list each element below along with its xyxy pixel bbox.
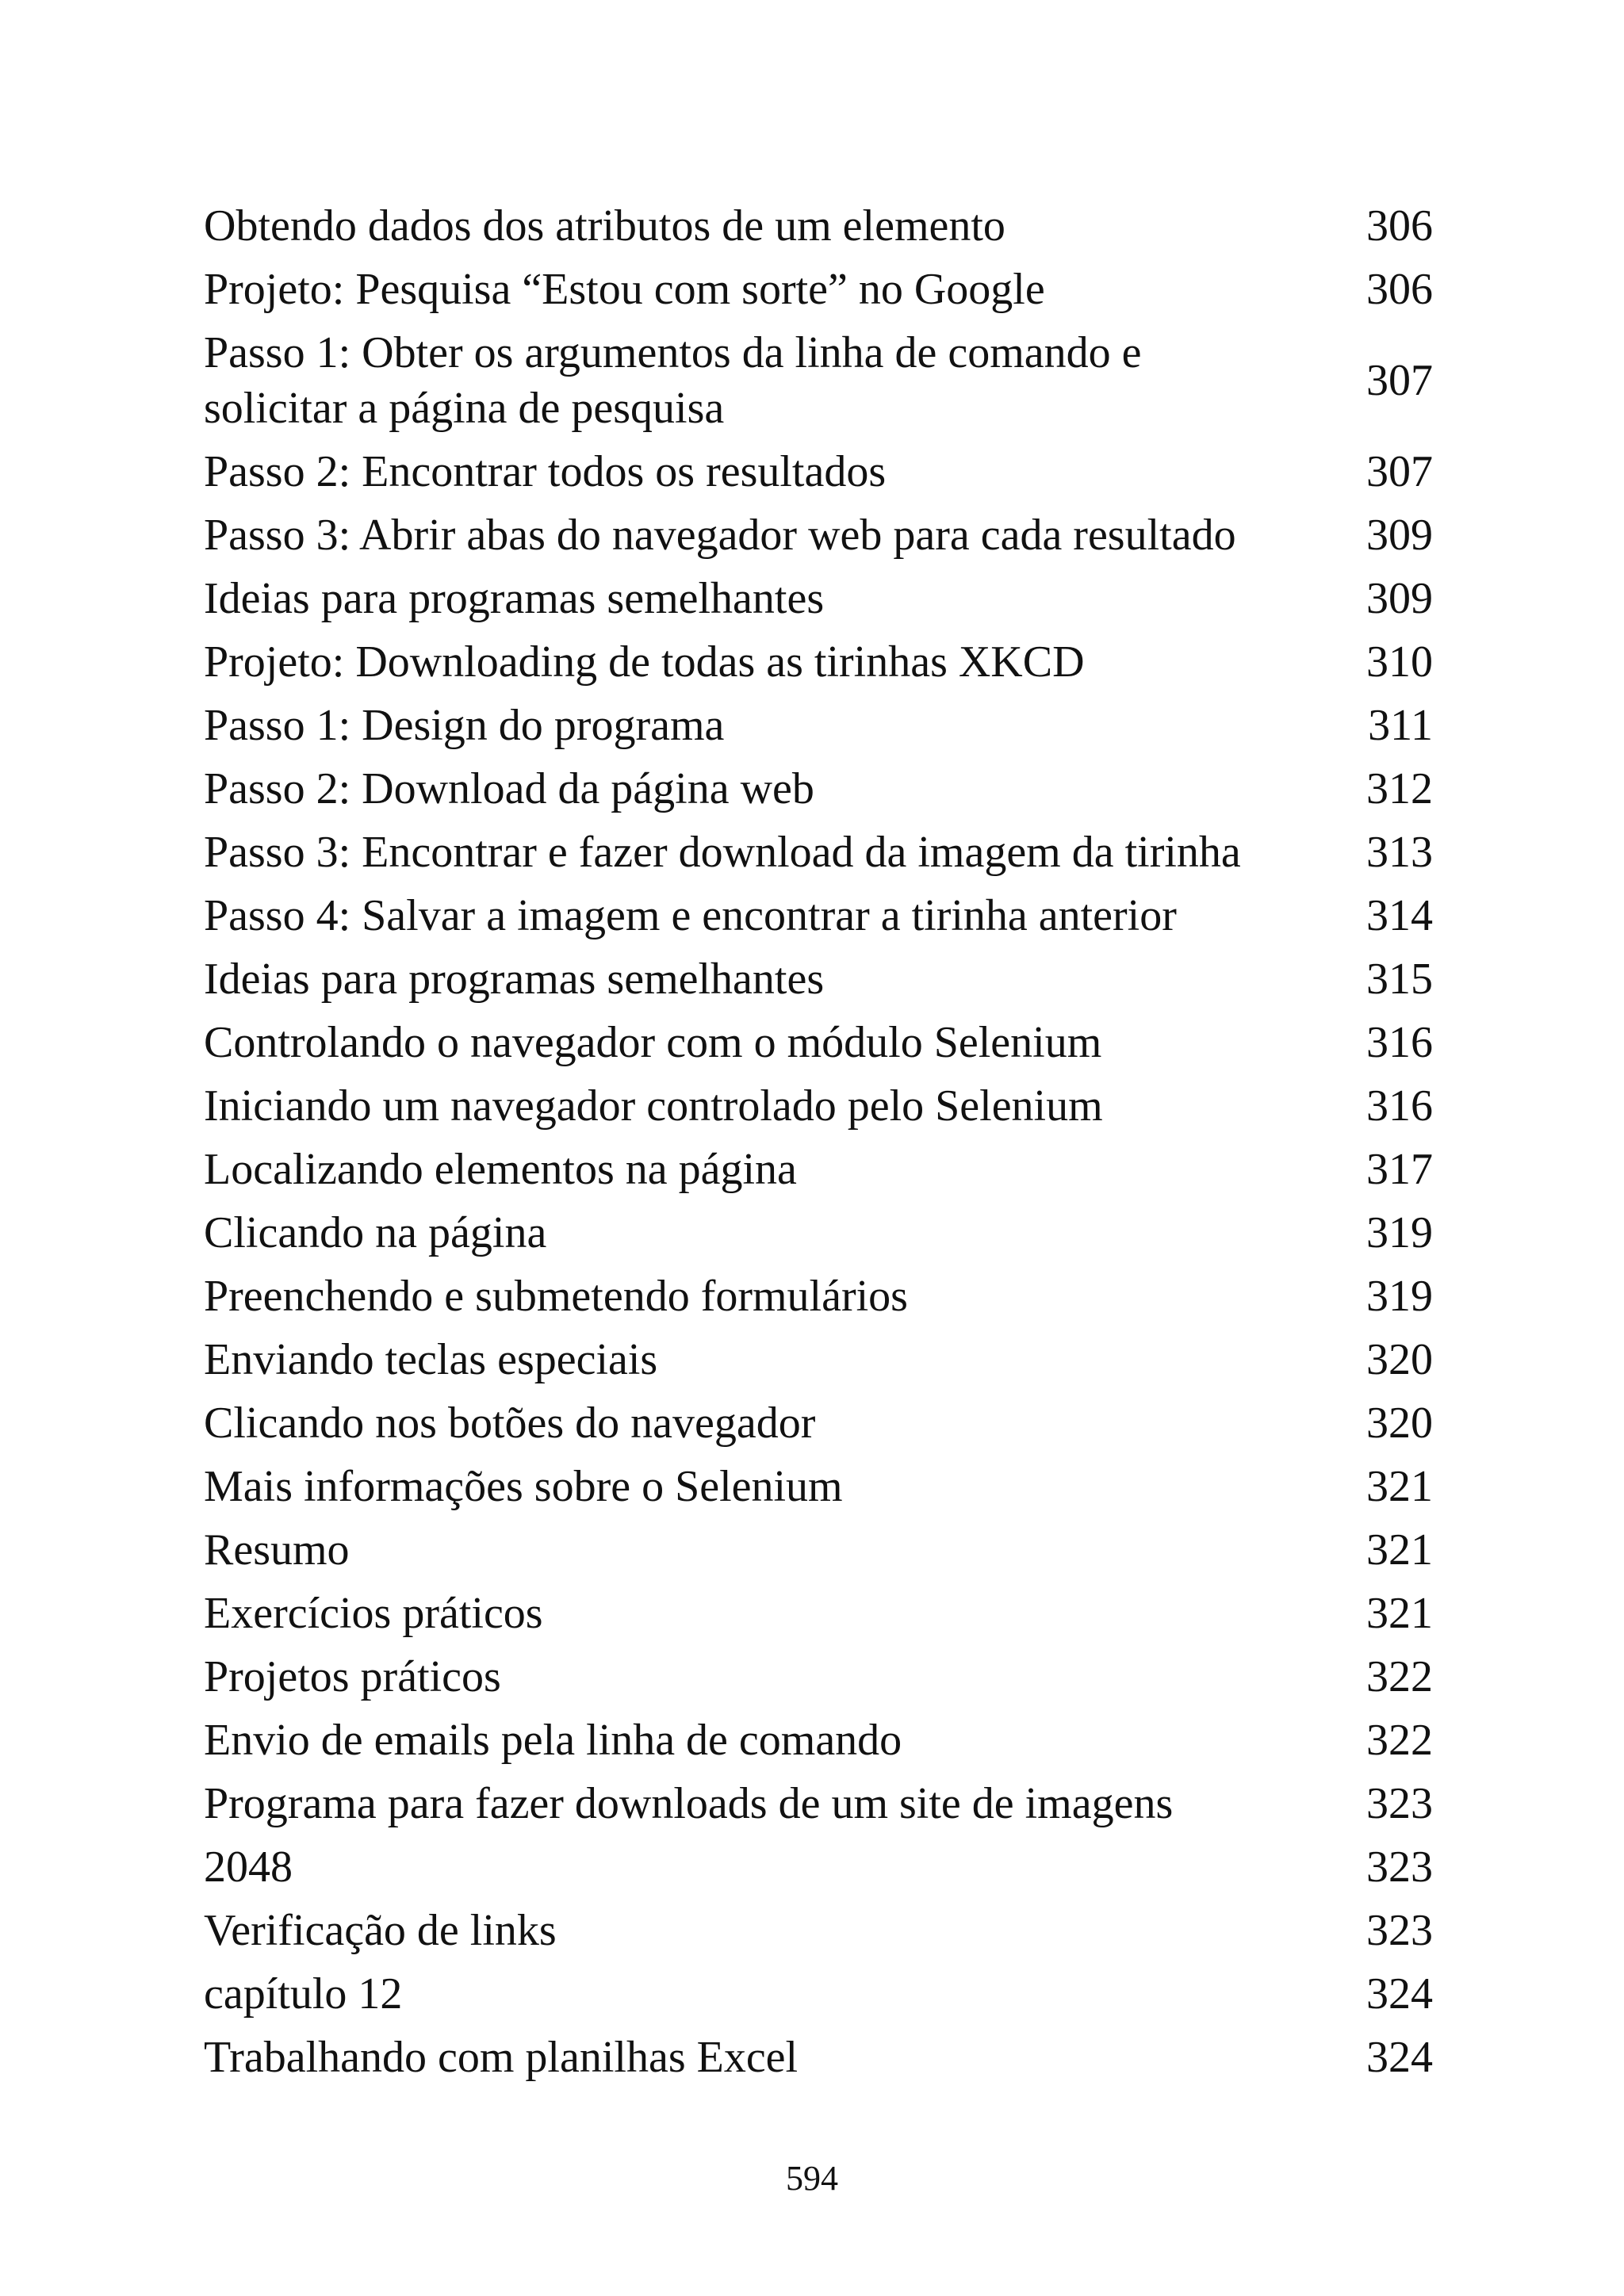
toc-entry[interactable] (204, 821, 1433, 884)
toc-entry-title: Envio de emails pela linha de comando (204, 1716, 902, 1765)
toc-entry-title: Clicando na página (204, 1208, 547, 1257)
toc-entry[interactable] (204, 1582, 1433, 1645)
toc-entry[interactable] (204, 567, 1433, 630)
toc-entry-page: 311 (1368, 701, 1433, 750)
toc-entry-title: Obtendo dados dos atributos de um elemento (204, 201, 1005, 251)
toc-entry[interactable] (204, 1074, 1433, 1138)
toc-entry-page: 324 (1366, 1969, 1433, 2019)
toc-entry[interactable] (204, 194, 1433, 258)
toc-entry-title: Passo 1: Obter os argumentos da linha de comando e solicitar a página de pesquisa (204, 328, 1142, 433)
toc-entry[interactable] (204, 757, 1433, 821)
toc-entry-page: 317 (1366, 1145, 1433, 1194)
toc-entry-page: 307 (1366, 447, 1433, 496)
toc-entry-page: 322 (1366, 1652, 1433, 1701)
toc-entry-page: 316 (1366, 1081, 1433, 1131)
toc-entry-page: 306 (1366, 201, 1433, 251)
toc-entry-title: Passo 1: Design do programa (204, 701, 725, 750)
toc-entry[interactable] (204, 1011, 1433, 1074)
toc-entry-title: Passo 3: Abrir abas do navegador web para cada resultado (204, 511, 1236, 560)
toc-entry-title: 2048 (204, 1843, 293, 1892)
toc-entry-page: 320 (1366, 1399, 1433, 1448)
toc-entry[interactable] (204, 1962, 1433, 2026)
toc-entry[interactable] (204, 1835, 1433, 1899)
toc-entry-title: Localizando elementos na página (204, 1145, 797, 1194)
toc-entry-title: Passo 4: Salvar a imagem e encontrar a tirinha anterior (204, 891, 1177, 940)
toc-entry-title: Mais informações sobre o Selenium (204, 1462, 843, 1511)
toc-entry-title: Clicando nos botões do navegador (204, 1399, 816, 1448)
toc-entry-page: 313 (1366, 828, 1433, 877)
toc-entry-page: 309 (1366, 511, 1433, 560)
toc-entry[interactable] (204, 1265, 1433, 1328)
toc-entry[interactable] (204, 1455, 1433, 1518)
toc-entry[interactable] (204, 1772, 1433, 1835)
toc-entry-title: Passo 3: Encontrar e fazer download da imagem da tirinha (204, 828, 1241, 877)
toc-entry[interactable] (204, 1709, 1433, 1772)
toc-entry-title: Verificação de links (204, 1906, 557, 1955)
toc-entry-title: Controlando o navegador com o módulo Selenium (204, 1018, 1102, 1067)
toc-entry-title: Exercícios práticos (204, 1589, 543, 1638)
toc-entry-page: 322 (1366, 1716, 1433, 1765)
toc-entry[interactable] (204, 1899, 1433, 1962)
page-number: 594 (786, 2159, 838, 2198)
toc-entry[interactable] (204, 1138, 1433, 1201)
toc-entry-page: 314 (1366, 891, 1433, 940)
toc-entry[interactable] (204, 321, 1433, 440)
toc-entry-page: 319 (1366, 1272, 1433, 1321)
toc-entry[interactable] (204, 630, 1433, 694)
toc-entry-page: 321 (1366, 1589, 1433, 1638)
toc-entry-page: 323 (1366, 1906, 1433, 1955)
toc-entry-title: Projeto: Pesquisa “Estou com sorte” no Google (204, 265, 1045, 314)
toc-entry-title: Ideias para programas semelhantes (204, 955, 825, 1004)
toc-entry-title: Passo 2: Download da página web (204, 764, 814, 813)
toc-entry-title: Passo 2: Encontrar todos os resultados (204, 447, 887, 496)
toc-entry-page: 310 (1366, 637, 1433, 687)
toc-entry-title: Resumo (204, 1525, 350, 1575)
toc-entry-page: 321 (1366, 1525, 1433, 1575)
toc-entry-page: 309 (1366, 574, 1433, 623)
toc-entry-page: 306 (1366, 265, 1433, 314)
toc-entry[interactable] (204, 1328, 1433, 1391)
toc-entry-page: 320 (1366, 1335, 1433, 1384)
toc-entry[interactable] (204, 1645, 1433, 1709)
toc-entry[interactable] (204, 2026, 1433, 2089)
toc-entry[interactable] (204, 1518, 1433, 1582)
toc-entry-title: Ideias para programas semelhantes (204, 574, 825, 623)
toc-entry[interactable] (204, 947, 1433, 1011)
toc-entry-title: Programa para fazer downloads de um site de imagens (204, 1779, 1174, 1828)
toc-entry[interactable] (204, 1201, 1433, 1265)
toc-entry-title: Projetos práticos (204, 1652, 501, 1701)
toc-entry-title: Preenchendo e submetendo formulários (204, 1272, 908, 1321)
table-of-contents (204, 194, 1433, 2089)
toc-entry-page: 319 (1366, 1208, 1433, 1257)
toc-entry-title: Enviando teclas especiais (204, 1335, 658, 1384)
toc-entry-page: 323 (1366, 1779, 1433, 1828)
toc-entry-title: capítulo 12 (204, 1969, 403, 2019)
toc-entry-title: Projeto: Downloading de todas as tirinhas XKCD (204, 637, 1085, 687)
toc-entry-page: 315 (1366, 955, 1433, 1004)
toc-entry-title: Iniciando um navegador controlado pelo Selenium (204, 1081, 1103, 1131)
toc-entry-page: 307 (1366, 356, 1433, 405)
toc-entry[interactable] (204, 884, 1433, 947)
toc-entry[interactable] (204, 440, 1433, 503)
toc-entry[interactable] (204, 1391, 1433, 1455)
toc-entry[interactable] (204, 258, 1433, 321)
toc-entry[interactable] (204, 694, 1433, 757)
toc-entry-page: 312 (1366, 764, 1433, 813)
toc-entry-page: 324 (1366, 2033, 1433, 2082)
toc-entry-page: 321 (1366, 1462, 1433, 1511)
toc-entry-title: Trabalhando com planilhas Excel (204, 2033, 799, 2082)
toc-entry-page: 323 (1366, 1843, 1433, 1892)
toc-entry[interactable] (204, 503, 1433, 567)
toc-entry-page: 316 (1366, 1018, 1433, 1067)
